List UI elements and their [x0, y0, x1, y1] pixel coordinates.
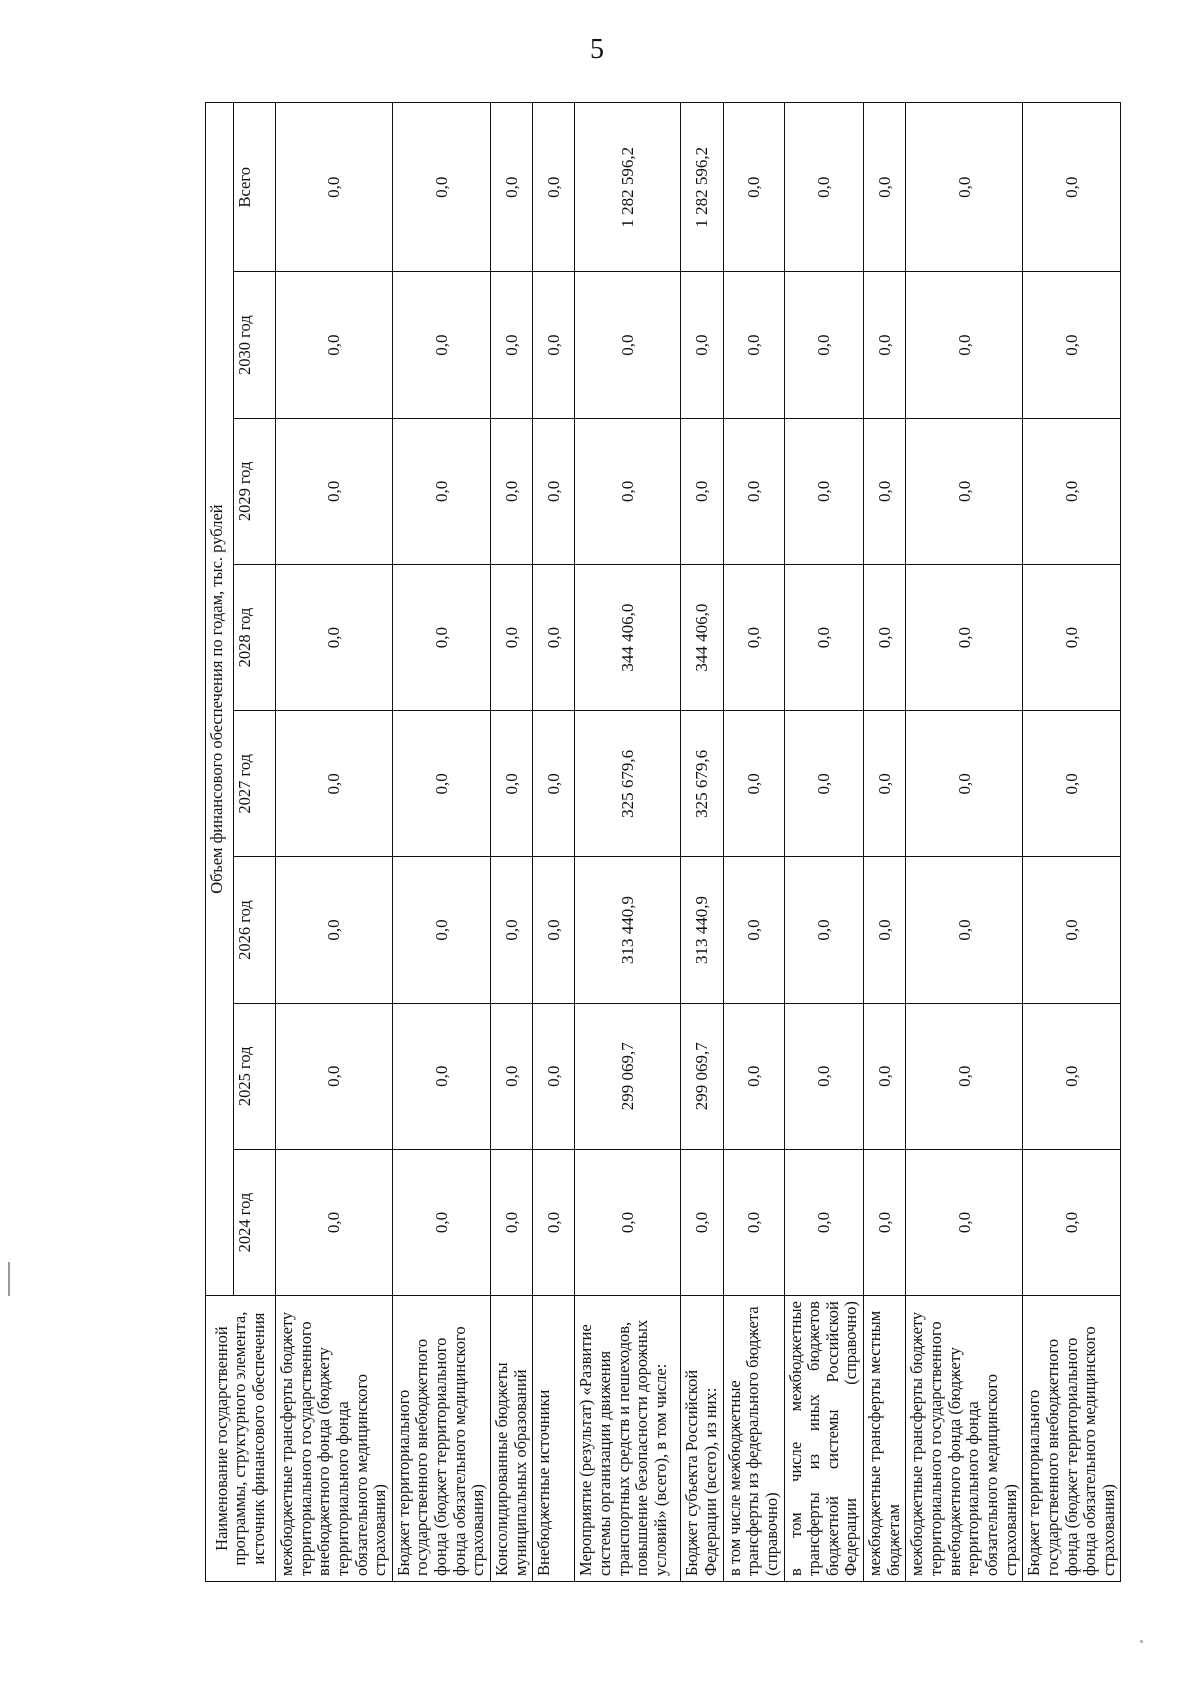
value-cell: 1 282 596,2: [681, 103, 723, 272]
value-cell: 313 440,9: [681, 857, 723, 1003]
rotated-table-container: [205, 102, 1118, 1582]
value-cell: 0,0: [533, 272, 575, 418]
row-name-cell: Бюджет территориального государственного внебюджетного фонда (бюджет территориального фонда обязательного медицинского страхования): [392, 1296, 490, 1582]
value-cell: 0,0: [784, 272, 864, 418]
value-cell: 0,0: [864, 272, 906, 418]
value-cell: 0,0: [575, 1149, 681, 1295]
value-cell: 0,0: [392, 564, 490, 710]
value-cell: 299 069,7: [681, 1003, 723, 1149]
value-cell: 0,0: [864, 564, 906, 710]
value-cell: 0,0: [1023, 1149, 1121, 1295]
value-cell: 0,0: [723, 1149, 784, 1295]
value-cell: 0,0: [723, 564, 784, 710]
financing-table: [205, 102, 1121, 1582]
row-name-cell: в том числе межбюджетные трансферты из иных бюджетов бюджетной системы Российской Федерации (справочно): [784, 1296, 864, 1582]
value-cell: 0,0: [491, 272, 533, 418]
table-row: [1023, 103, 1121, 1582]
row-name-cell: Бюджет территориального государственного внебюджетного фонда (бюджет территориального фонда обязательного медицинского страхования): [1023, 1296, 1121, 1582]
row-name-cell: Внебюджетные источники: [533, 1296, 575, 1582]
value-cell: 0,0: [906, 564, 1023, 710]
table-row: [392, 103, 490, 1582]
value-cell: 0,0: [784, 711, 864, 857]
header-year-2025: 2025 год: [234, 1003, 276, 1149]
value-cell: 0,0: [491, 103, 533, 272]
value-cell: 0,0: [533, 1003, 575, 1149]
table-body: [276, 103, 1121, 1582]
header-year-2028: 2028 год: [234, 564, 276, 710]
value-cell: 0,0: [491, 857, 533, 1003]
value-cell: 0,0: [784, 564, 864, 710]
table-row: [681, 103, 723, 1582]
value-cell: 0,0: [491, 711, 533, 857]
value-cell: 0,0: [276, 1149, 393, 1295]
value-cell: 0,0: [1023, 1003, 1121, 1149]
value-cell: 0,0: [681, 272, 723, 418]
value-cell: 0,0: [276, 272, 393, 418]
value-cell: 0,0: [723, 272, 784, 418]
table-row: [491, 103, 533, 1582]
value-cell: 0,0: [864, 711, 906, 857]
value-cell: 0,0: [491, 1149, 533, 1295]
value-cell: 0,0: [533, 1149, 575, 1295]
value-cell: 0,0: [864, 103, 906, 272]
value-cell: 0,0: [681, 418, 723, 564]
value-cell: 0,0: [906, 418, 1023, 564]
value-cell: 0,0: [906, 711, 1023, 857]
header-year-2030: 2030 год: [234, 272, 276, 418]
value-cell: 0,0: [723, 857, 784, 1003]
value-cell: 0,0: [392, 711, 490, 857]
table-row: [906, 103, 1023, 1582]
value-cell: 0,0: [723, 418, 784, 564]
table-row: [723, 103, 784, 1582]
value-cell: 0,0: [1023, 711, 1121, 857]
value-cell: 0,0: [575, 418, 681, 564]
value-cell: 0,0: [276, 418, 393, 564]
value-cell: 0,0: [1023, 564, 1121, 710]
value-cell: 0,0: [392, 272, 490, 418]
header-total: Всего: [234, 103, 276, 272]
value-cell: 0,0: [392, 857, 490, 1003]
value-cell: 0,0: [864, 1149, 906, 1295]
value-cell: 0,0: [1023, 272, 1121, 418]
value-cell: 313 440,9: [575, 857, 681, 1003]
value-cell: 0,0: [906, 857, 1023, 1003]
value-cell: 0,0: [276, 564, 393, 710]
value-cell: 0,0: [392, 103, 490, 272]
value-cell: 0,0: [533, 564, 575, 710]
table-row: [575, 103, 681, 1582]
header-year-2027: 2027 год: [234, 711, 276, 857]
table-row: [784, 103, 864, 1582]
value-cell: 0,0: [276, 857, 393, 1003]
scan-artifact-mark: [8, 1262, 10, 1296]
value-cell: 0,0: [1023, 103, 1121, 272]
table-row: [533, 103, 575, 1582]
value-cell: 0,0: [906, 272, 1023, 418]
value-cell: 0,0: [491, 564, 533, 710]
value-cell: 0,0: [491, 1003, 533, 1149]
value-cell: 0,0: [276, 1003, 393, 1149]
row-name-cell: Бюджет субъекта Российской Федерации (всего), из них:: [681, 1296, 723, 1582]
row-name-cell: Консолидированные бюджеты муниципальных образований: [491, 1296, 533, 1582]
value-cell: 0,0: [1023, 418, 1121, 564]
page-number: 5: [590, 34, 604, 65]
value-cell: 0,0: [906, 103, 1023, 272]
value-cell: 0,0: [491, 418, 533, 564]
value-cell: 0,0: [681, 1149, 723, 1295]
value-cell: 0,0: [723, 711, 784, 857]
value-cell: 0,0: [392, 1003, 490, 1149]
header-year-2024: 2024 год: [234, 1149, 276, 1295]
value-cell: 0,0: [784, 857, 864, 1003]
value-cell: 325 679,6: [575, 711, 681, 857]
value-cell: 344 406,0: [575, 564, 681, 710]
value-cell: 0,0: [784, 418, 864, 564]
value-cell: 325 679,6: [681, 711, 723, 857]
value-cell: 0,0: [575, 272, 681, 418]
value-cell: 0,0: [276, 711, 393, 857]
value-cell: 0,0: [392, 418, 490, 564]
value-cell: 0,0: [864, 857, 906, 1003]
row-name-cell: межбюджетные трансферты бюджету территориального государственного внебюджетного фонда (бюджету территориального фонда обязательного медицинского страхования): [276, 1296, 393, 1582]
value-cell: 0,0: [533, 711, 575, 857]
scan-artifact-dot: [1140, 1640, 1143, 1643]
header-year-2029: 2029 год: [234, 418, 276, 564]
header-name: Наименование государственной программы, структурного элемента, источник финансового обеспечения: [206, 1296, 276, 1582]
value-cell: 0,0: [723, 103, 784, 272]
value-cell: 0,0: [784, 103, 864, 272]
value-cell: 0,0: [533, 418, 575, 564]
value-cell: 0,0: [533, 103, 575, 272]
table-row: [276, 103, 393, 1582]
value-cell: 1 282 596,2: [575, 103, 681, 272]
value-cell: 0,0: [276, 103, 393, 272]
row-name-cell: в том числе межбюджетные трансферты из федерального бюджета (справочно): [723, 1296, 784, 1582]
row-name-cell: межбюджетные трансферты местным бюджетам: [864, 1296, 906, 1582]
value-cell: 0,0: [906, 1149, 1023, 1295]
value-cell: 0,0: [864, 418, 906, 564]
value-cell: 0,0: [864, 1003, 906, 1149]
row-name-cell: Мероприятие (результат) «Развитие системы организации движения транспортных средств и пешеходов, повышение безопасности дорожных условий» (всего), в том числе:: [575, 1296, 681, 1582]
row-name-cell: межбюджетные трансферты бюджету территориального государственного внебюджетного фонда (бюджету территориального фонда обязательного медицинского страхования): [906, 1296, 1023, 1582]
value-cell: 0,0: [906, 1003, 1023, 1149]
value-cell: 0,0: [784, 1149, 864, 1295]
value-cell: 344 406,0: [681, 564, 723, 710]
value-cell: 299 069,7: [575, 1003, 681, 1149]
table-row: [864, 103, 906, 1582]
value-cell: 0,0: [1023, 857, 1121, 1003]
value-cell: 0,0: [533, 857, 575, 1003]
header-volume: Объем финансового обеспечения по годам, тыс. рублей: [206, 103, 234, 1296]
value-cell: 0,0: [723, 1003, 784, 1149]
value-cell: 0,0: [392, 1149, 490, 1295]
value-cell: 0,0: [784, 1003, 864, 1149]
header-year-2026: 2026 год: [234, 857, 276, 1003]
